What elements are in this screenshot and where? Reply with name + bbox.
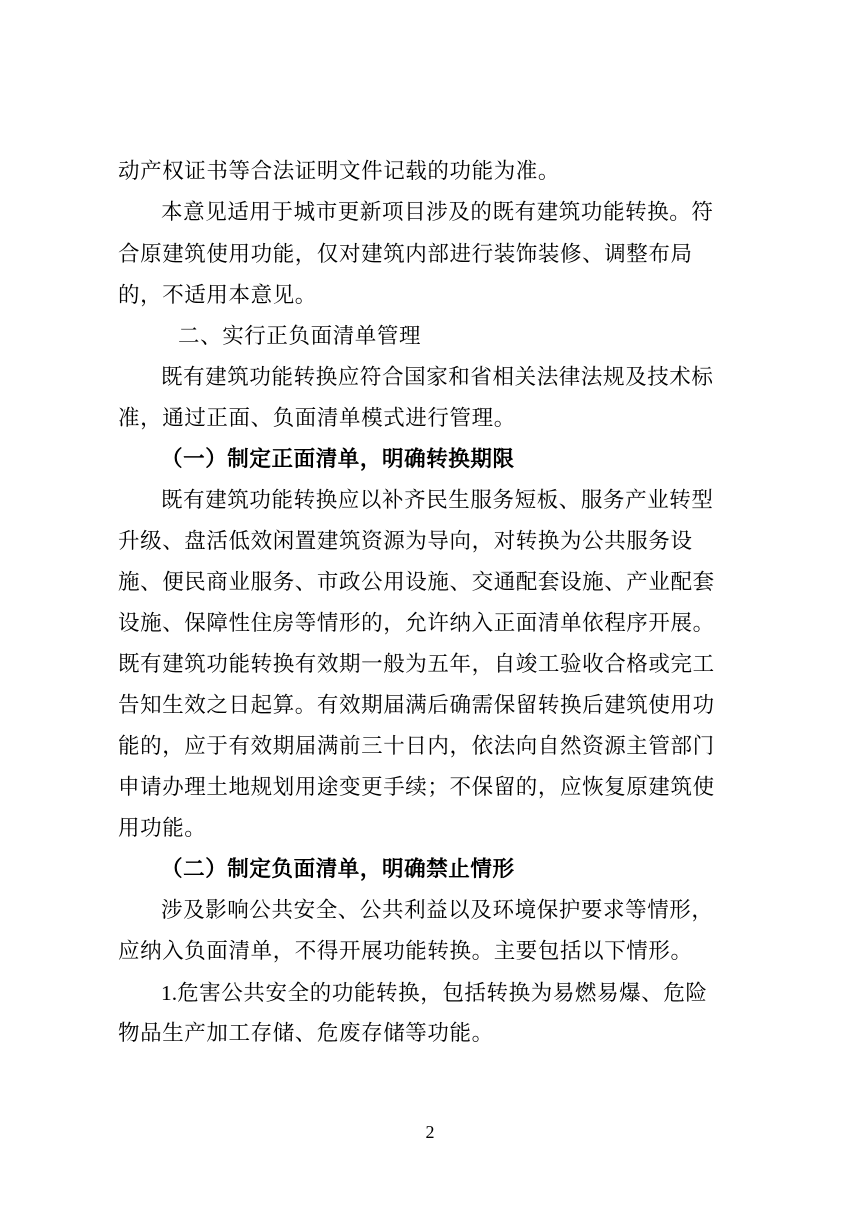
subsection-heading: （二）制定负面清单，明确禁止情形	[161, 857, 515, 882]
body-text-line: 能的，应于有效期届满前三十日内，依法向自然资源主管部门	[118, 734, 715, 759]
paragraph-first-line: 涉及影响公共安全、公共利益以及环境保护要求等情形，	[161, 898, 714, 923]
body-text-line: 告知生效之日起算。有效期届满后确需保留转换后建筑使用功	[118, 693, 715, 718]
paragraph-first-line: 既有建筑功能转换应以补齐民生服务短板、服务产业转型	[161, 488, 714, 513]
body-text-line: 升级、盘活低效闲置建筑资源为导向，对转换为公共服务设	[118, 529, 693, 554]
body-text-line: 既有建筑功能转换有效期一般为五年，自竣工验收合格或完工	[118, 652, 715, 677]
section-heading: 二、实行正负面清单管理	[178, 324, 422, 349]
subsection-heading: （一）制定正面清单，明确转换期限	[161, 447, 515, 472]
body-text-line: 动产权证书等合法证明文件记载的功能为准。	[118, 159, 561, 184]
body-text-line: 应纳入负面清单，不得开展功能转换。主要包括以下情形。	[118, 939, 693, 964]
body-text-line: 的，不适用本意见。	[118, 283, 317, 308]
list-item-number: 1.	[161, 981, 178, 1005]
paragraph-first-line: 本意见适用于城市更新项目涉及的既有建筑功能转换。符	[161, 200, 714, 225]
body-text-line: 设施、保障性住房等情形的，允许纳入正面清单依程序开展。	[118, 611, 715, 636]
body-text-line: 物品生产加工存储、危废存储等功能。	[118, 1021, 494, 1046]
paragraph-first-line: 既有建筑功能转换应符合国家和省相关法律法规及技术标	[161, 365, 714, 390]
body-text-line: 施、便民商业服务、市政公用设施、交通配套设施、产业配套	[118, 570, 715, 595]
body-text-line: 合原建筑使用功能，仅对建筑内部进行装饰装修、调整布局	[118, 242, 693, 267]
list-item-first-line: 1.危害公共安全的功能转换，包括转换为易燃易爆、危险	[161, 981, 708, 1006]
page-number: 2	[425, 1122, 435, 1142]
body-text-line: 用功能。	[118, 816, 207, 841]
body-text-line: 申请办理土地规划用途变更手续；不保留的，应恢复原建筑使	[118, 775, 715, 800]
body-text-line: 准，通过正面、负面清单模式进行管理。	[118, 406, 516, 431]
